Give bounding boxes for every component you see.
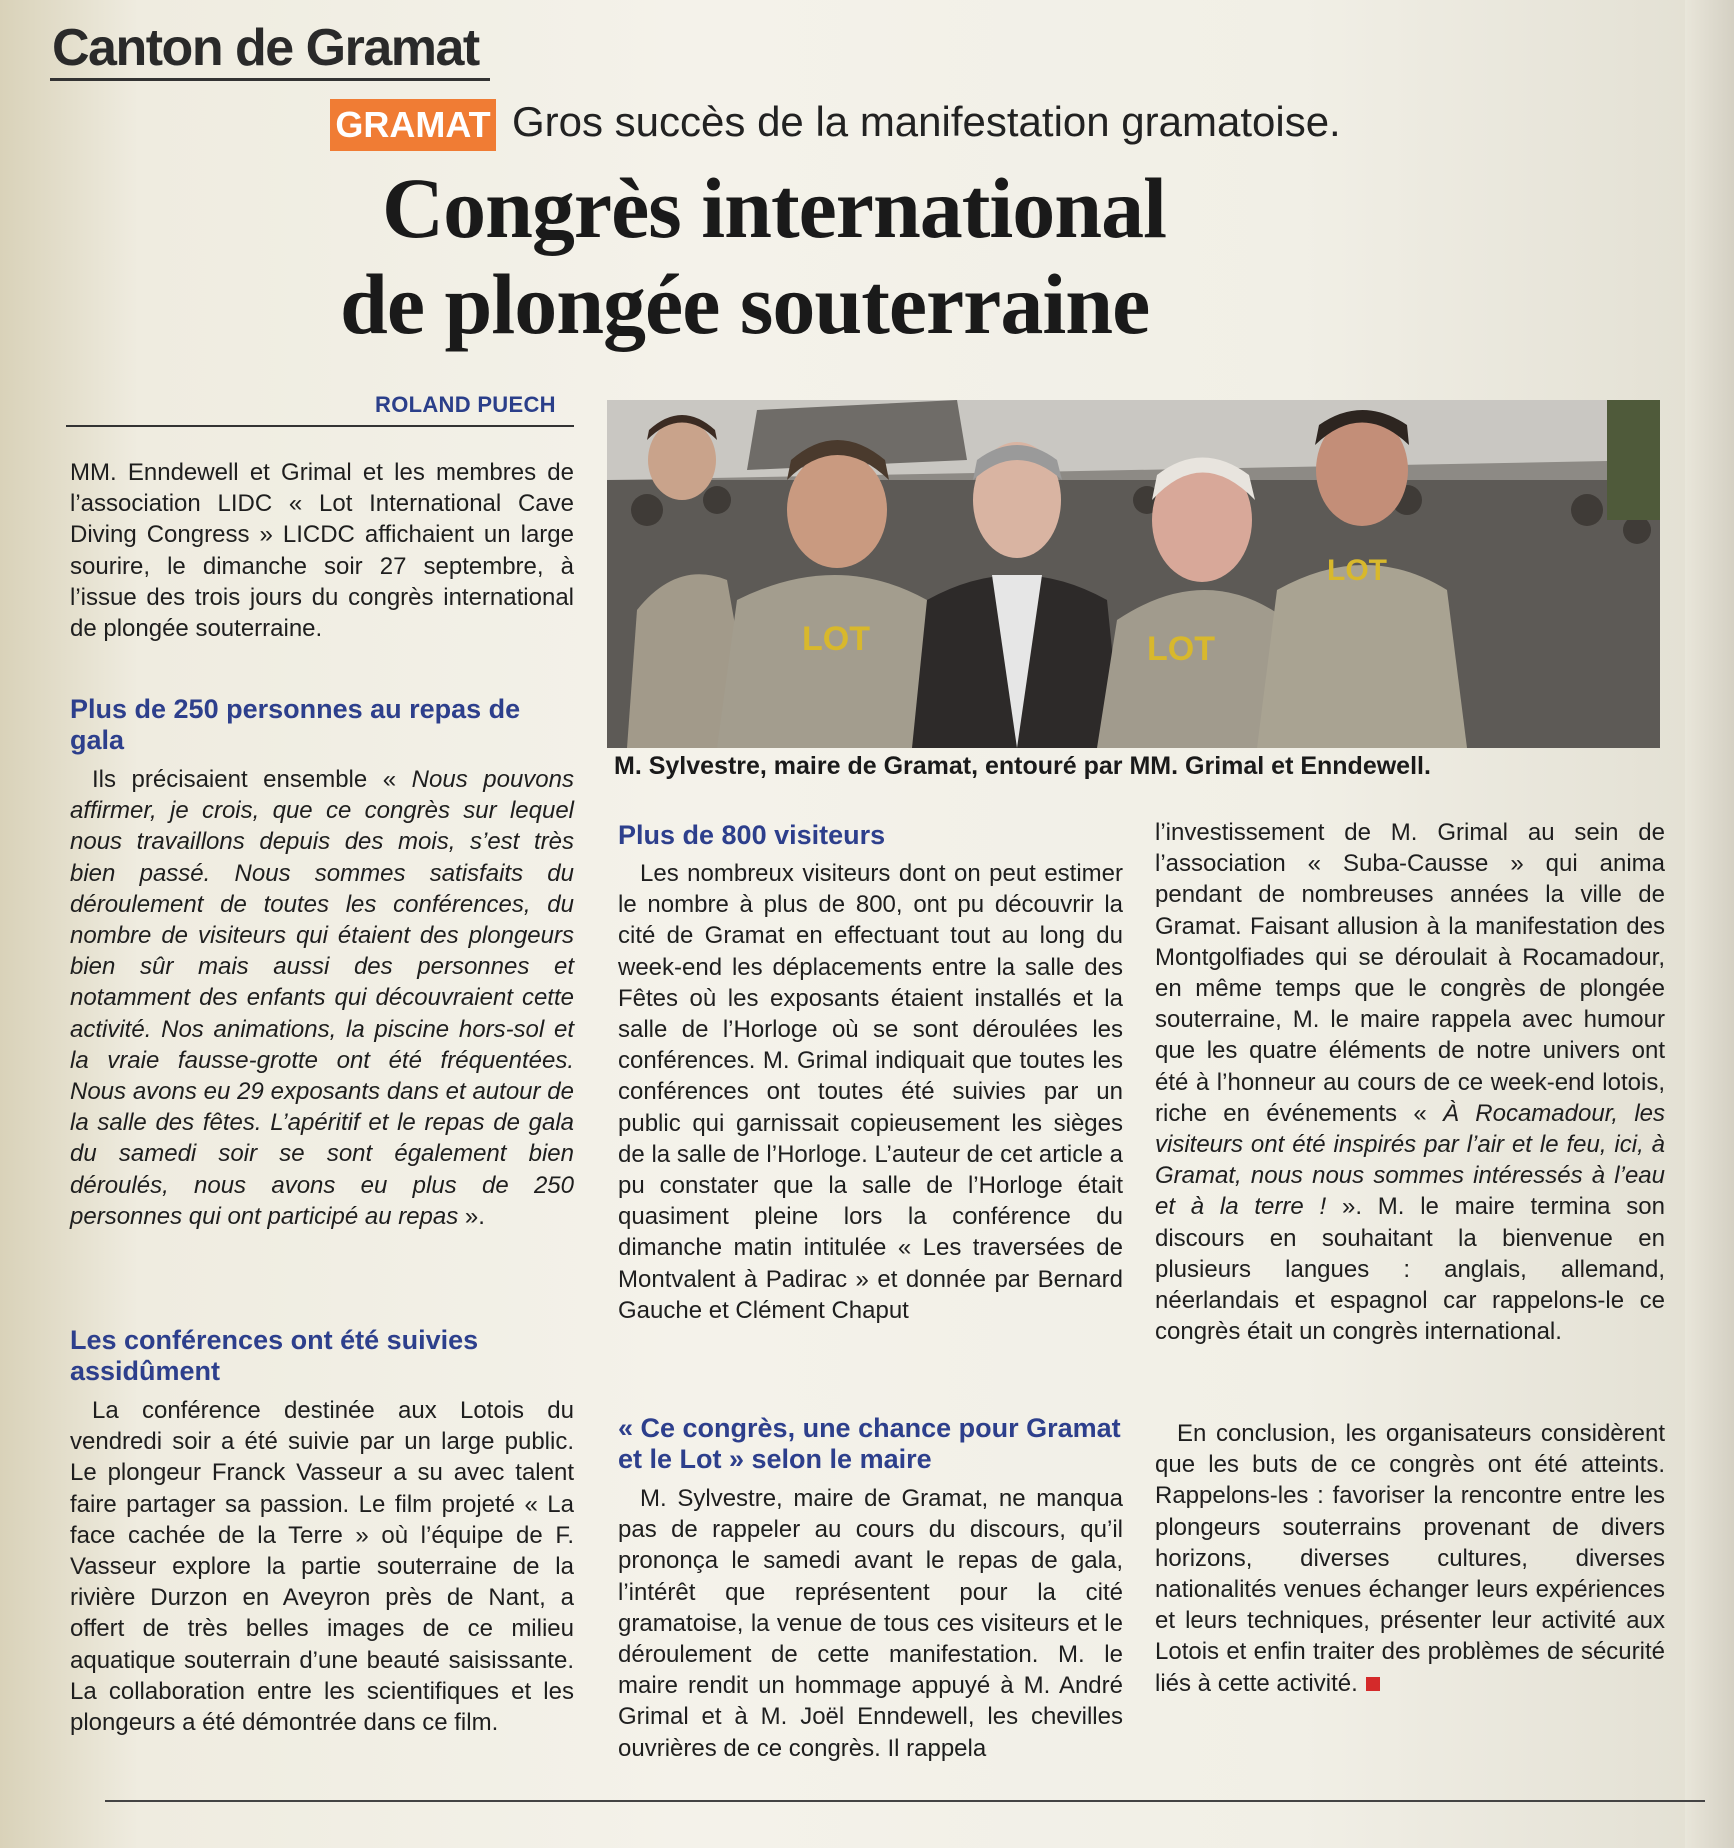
kicker-tag: GRAMAT [330, 99, 496, 151]
intro-paragraph: MM. Enndewell et Grimal et les membres de l’association LIDC « Lot International Cave Diving Congress » LICDC affichaient un large sourire, le dimanche soir 27 septembre, à l’issue des trois jours du congrès international de plongée souterraine. [70, 459, 574, 643]
end-mark-icon [1366, 1677, 1380, 1691]
paragraph-continued-a: l’investissement de M. Grimal au sein de l’association « Suba-Causse » qui anima pendant de nombreuses années la ville de Gramat. Faisant allusion à la manifestation des Montgolfiades qui se déroulait à Rocamadour, en même temps que le congrès de plongée souterraine, M. le maire rappela avec humour que les quatre éléments de notre univers ont été à l’honneur au cours de ce week-end lotois, riche en événements « [1155, 819, 1665, 1127]
subhead-mayor: « Ce congrès, une chance pour Gramat et le Lot » selon le maire [618, 1413, 1121, 1474]
tshirt-text-left: LOT [802, 620, 870, 658]
paragraph-continued-quote: À Rocamadour, les visiteurs ont été inspirés par l’air et le feu, ici, à Gramat, nous nous sommes intéressés à l’eau et à la terre ! [1155, 1099, 1665, 1221]
byline: ROLAND PUECH [375, 392, 556, 417]
photo-caption: M. Sylvestre, maire de Gramat, entouré par MM. Grimal et Enndewell. [614, 752, 1431, 780]
paragraph-continued-b: ». M. le maire termina son discours en souhaitant la bienvenue en plusieurs langues : anglais, allemand, néerlandais et espagnol car rappelons-le ce congrès était un congrès international. [1155, 1193, 1665, 1346]
tshirt-text-right: LOT [1327, 554, 1387, 587]
paragraph-conclusion-text: En conclusion, les organisateurs considèrent que les buts de ce congrès ont été atteints. Rappelons-les : favoriser la rencontre entre les plongeurs souterrains provenant de divers horizons, diverses cultures, diverses nationalités venues échanger leurs expériences et leurs techniques, présenter leur activité aux Lotois et enfin traiter des problèmes de sécurité liés à cette activité. [1155, 1420, 1665, 1697]
paragraph-gala-lead: Ils précisaient ensemble « [92, 766, 412, 793]
tshirt-text-center: LOT [1147, 630, 1215, 668]
paragraph-continued [1155, 817, 1665, 1347]
headline-line-1: Congrès international [382, 160, 1167, 256]
paragraph-conclusion [1155, 1418, 1665, 1699]
byline-rule [66, 425, 574, 427]
photo-illustration [607, 400, 1660, 748]
article-photo [607, 400, 1660, 748]
paragraph-gala [70, 764, 574, 1232]
bottom-rule [105, 1800, 1705, 1802]
subhead-conferences: Les conférences ont été suivies assidûment [70, 1325, 479, 1386]
paragraph-conferences: La conférence destinée aux Lotois du vendredi soir a été suivie par un large public. Le plongeur Franck Vasseur a su avec talent faire partager sa passion. Le film projeté « La face cachée de la Terre » où l’équipe de F. Vasseur explore la partie souterraine de la rivière Durzon en Aveyron près de Nant, a offert de très belles images de ce milieu aquatique souterrain d’une beauté saisissante. La collaboration entre les scientifiques et les plongeurs a été démontrée dans ce film. [70, 1397, 574, 1737]
section-rule [50, 78, 490, 81]
kicker-text: Gros succès de la manifestation gramatoise. [512, 98, 1341, 145]
paragraph-mayor: M. Sylvestre, maire de Gramat, ne manqua pas de rappeler au cours du discours, qu’il prononça le samedi avant le repas de gala, l’intérêt que représentent pour la cité gramatoise, la venue de tous ces visiteurs et le déroulement de cette manifestation. M. le maire rendit un hommage appuyé à M. André Grimal et à M. Joël Enndewell, les chevilles ouvrières de ce congrès. Il rappela [618, 1485, 1123, 1762]
paragraph-visitors: Les nombreux visiteurs dont on peut estimer le nombre à plus de 800, ont pu découvrir la cité de Gramat en effectuant tout au long du week-end les déplacements entre la salle des Fêtes où les exposants étaient installés et la salle de l’Horloge où se sont déroulées les conférences. M. Grimal indiquait que toutes les conférences ont toutes été suivies par un public qui garnissait copieusement les sièges de la salle de l’Horloge. L’auteur de cet article a pu constater que la salle de l’Horloge était quasiment pleine lors la conférence du dimanche matin intitulée « Les traversées de Montvalent à Padirac » et donnée par Bernard Gauche et Clément Chaput [618, 860, 1123, 1324]
paragraph-gala-quote: Nous pouvons affirmer, je crois, que ce congrès sur lequel nous travaillons depuis des mois, s’est très bien passé. Nous sommes satisfaits du déroulement de toutes les conférences, du nombre de visiteurs qui étaient des plongeurs bien sûr mais aussi des personnes et notamment des enfants qui découvraient cette activité. Nos animations, la piscine hors-sol et la vraie fausse-grotte ont été fréquentées. Nous avons eu 29 exposants dans et autour de la salle des fêtes. L’apéritif et le repas de gala du samedi soir se sont également bien déroulés, nous avons eu plus de 250 personnes qui ont participé au repas [70, 766, 574, 1230]
subhead-visitors: Plus de 800 visiteurs [618, 820, 886, 850]
headline-line-2: de plongée souterraine [340, 256, 1150, 352]
subhead-gala: Plus de 250 personnes au repas de gala [70, 694, 521, 755]
section-title: Canton de Gramat [52, 19, 479, 77]
headline [340, 160, 1440, 352]
paragraph-gala-end: ». [458, 1202, 485, 1230]
adjacent-page-edge [1685, 0, 1734, 1848]
